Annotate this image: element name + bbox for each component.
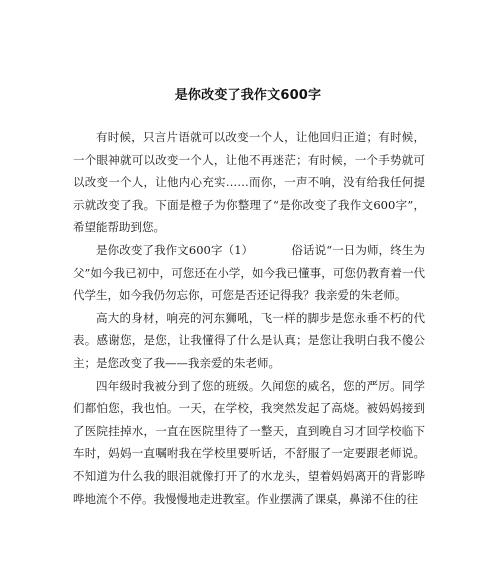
paragraph-3: 高大的身材，响亮的河东狮吼，飞一样的脚步是您永垂不朽的代表。感谢您，是您，让我懂得了什么是认真；是您让我明白我不傻公主；是您改变了我——我亲爱的朱老师。 (73, 310, 425, 370)
paragraph-4: 四年级时我被分到了您的班级。久闻您的威名，您的严厉。同学们都怕您，我也怕。一天，在学校，我突然发起了高烧。被妈妈接到了医院挂掉水，一直在医院里待了一整天，直到晚自习才回学校临下车时，妈妈一直嘱咐我在学校里要听话，不舒服了一定要跟老师说。不知道为什么我的眼泪就像打开了的水龙头，望着妈妈离开的背影哗哗地流个不停。我慢慢地走进教室。作业摆满了课桌，鼻涕不住的往 (73, 378, 425, 506)
document-body (73, 126, 425, 510)
essay-heading: 是你改变了我作文600字（1） (96, 242, 254, 257)
paragraph-essay-1 (73, 239, 425, 307)
paragraph-essay-1-text: 俗话说“一日为师，终生为父”如今我已初中，可您还在小学，如今我已懂事，可您仍教育着一代代学生，如今我仍勿忘你，可您是否还记得我？我亲爱的朱老师。 (73, 242, 425, 303)
paragraph-intro: 有时候，只言片语就可以改变一个人，让他回归正道；有时候，一个眼神就可以改变一个人，让他不再迷茫；有时候，一个手势就可以改变一个人，让他内心充实……而你，一声不响，没有给我任何提示就改变了我。下面是橙子为你整理了“是你改变了我作文600字”，希望能帮助到您。 (73, 130, 425, 235)
document-title: 是你改变了我作文600字 (174, 88, 322, 103)
